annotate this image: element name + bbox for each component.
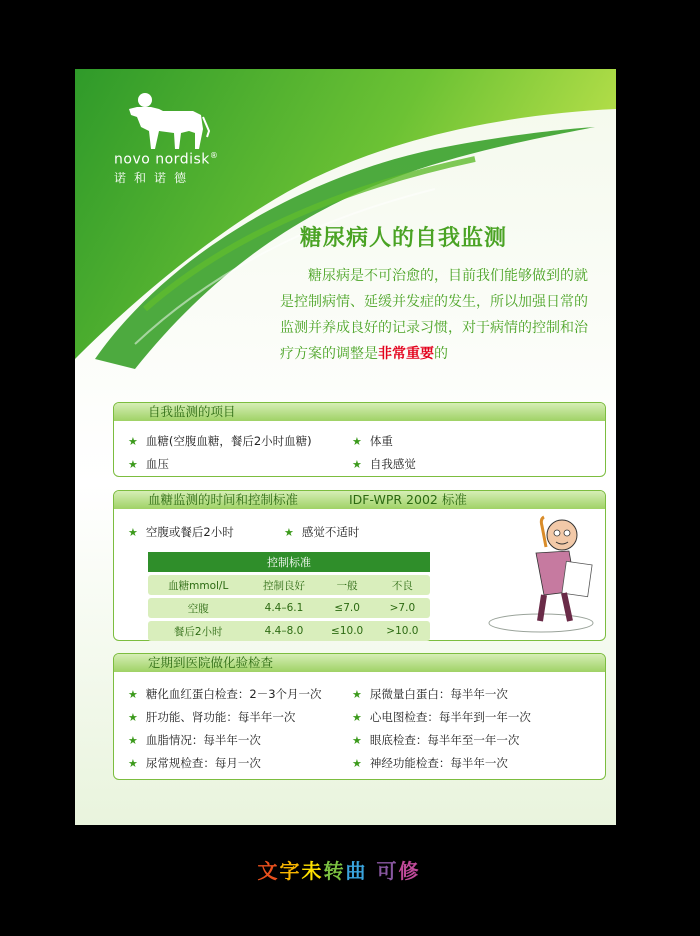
cartoon-doctor-illustration: [484, 511, 599, 636]
list-item: ★ 心电图检查：每半年到一年一次: [352, 710, 531, 724]
section-heading: 定期到医院做化验检查: [114, 654, 605, 672]
star-icon: ★: [352, 458, 362, 471]
intro-text: 糖尿病是不可治愈的，目前我们能够做到的就是控制病情、延缓并发症的发生，所以加强日常的监测并养成良好的记录习惯，对于病情的控制和治疗方案的调整是: [280, 268, 588, 362]
star-icon: ★: [128, 734, 138, 747]
self-monitoring-items-card: [113, 402, 606, 477]
hospital-checkup-card: [113, 653, 606, 780]
star-icon: ★: [128, 458, 138, 471]
glucose-monitoring-card: [113, 490, 606, 641]
star-icon: ★: [352, 734, 362, 747]
table-row: 空腹 4.4–6.1 ≤7.0 >7.0: [148, 598, 430, 618]
bull-logo-icon: [111, 91, 231, 151]
brand-name-chinese: 诺和诺德: [114, 171, 195, 185]
list-item: ★ 血压: [128, 457, 169, 471]
control-standard-table: [148, 549, 430, 644]
star-icon: ★: [352, 711, 362, 724]
table-caption: 控制标准: [148, 552, 430, 572]
page-title: 糖尿病人的自我监测: [300, 226, 508, 251]
list-item: ★ 尿微量白蛋白：每半年一次: [352, 687, 508, 701]
intro-paragraph: [280, 263, 600, 367]
list-item: ★ 感觉不适时: [284, 525, 360, 539]
list-item: ★ 肝功能、肾功能：每半年一次: [128, 710, 296, 724]
star-icon: ★: [352, 435, 362, 448]
star-icon: ★: [352, 688, 362, 701]
star-icon: ★: [128, 688, 138, 701]
section-heading: 血糖监测的时间和控制标准 IDF-WPR 2002 标准: [114, 491, 605, 509]
list-item: ★ 糖化血红蛋白检查：2－3个月一次: [128, 687, 322, 701]
list-item: ★ 尿常规检查：每月一次: [128, 756, 261, 770]
list-item: ★ 神经功能检查：每半年一次: [352, 756, 508, 770]
table-header-row: 血糖mmol/L 控制良好 一般 不良: [148, 575, 430, 595]
list-item: ★ 血糖(空腹血糖，餐后2小时血糖): [128, 434, 312, 448]
star-icon: ★: [352, 757, 362, 770]
section-heading: 自我监测的项目: [114, 403, 605, 421]
intro-tail: 的: [434, 346, 448, 362]
brand-name: novo nordisk®: [114, 151, 219, 168]
standard-label: IDF-WPR 2002 标准: [349, 492, 467, 507]
list-item: ★ 自我感觉: [352, 457, 416, 471]
list-item: ★ 血脂情况：每半年一次: [128, 733, 261, 747]
list-item: ★ 眼底检查：每半年至一年一次: [352, 733, 520, 747]
poster: [75, 69, 616, 825]
table-row: 餐后2小时 4.4–8.0 ≤10.0 >10.0: [148, 621, 430, 641]
footer-note: 文字未转曲 可修改: [257, 859, 443, 883]
list-item: ★ 空腹或餐后2小时: [128, 525, 234, 539]
star-icon: ★: [128, 757, 138, 770]
star-icon: ★: [128, 435, 138, 448]
star-icon: ★: [128, 526, 138, 539]
star-icon: ★: [128, 711, 138, 724]
list-item: ★ 体重: [352, 434, 393, 448]
intro-highlight: 非常重要: [378, 346, 434, 362]
star-icon: ★: [284, 526, 294, 539]
